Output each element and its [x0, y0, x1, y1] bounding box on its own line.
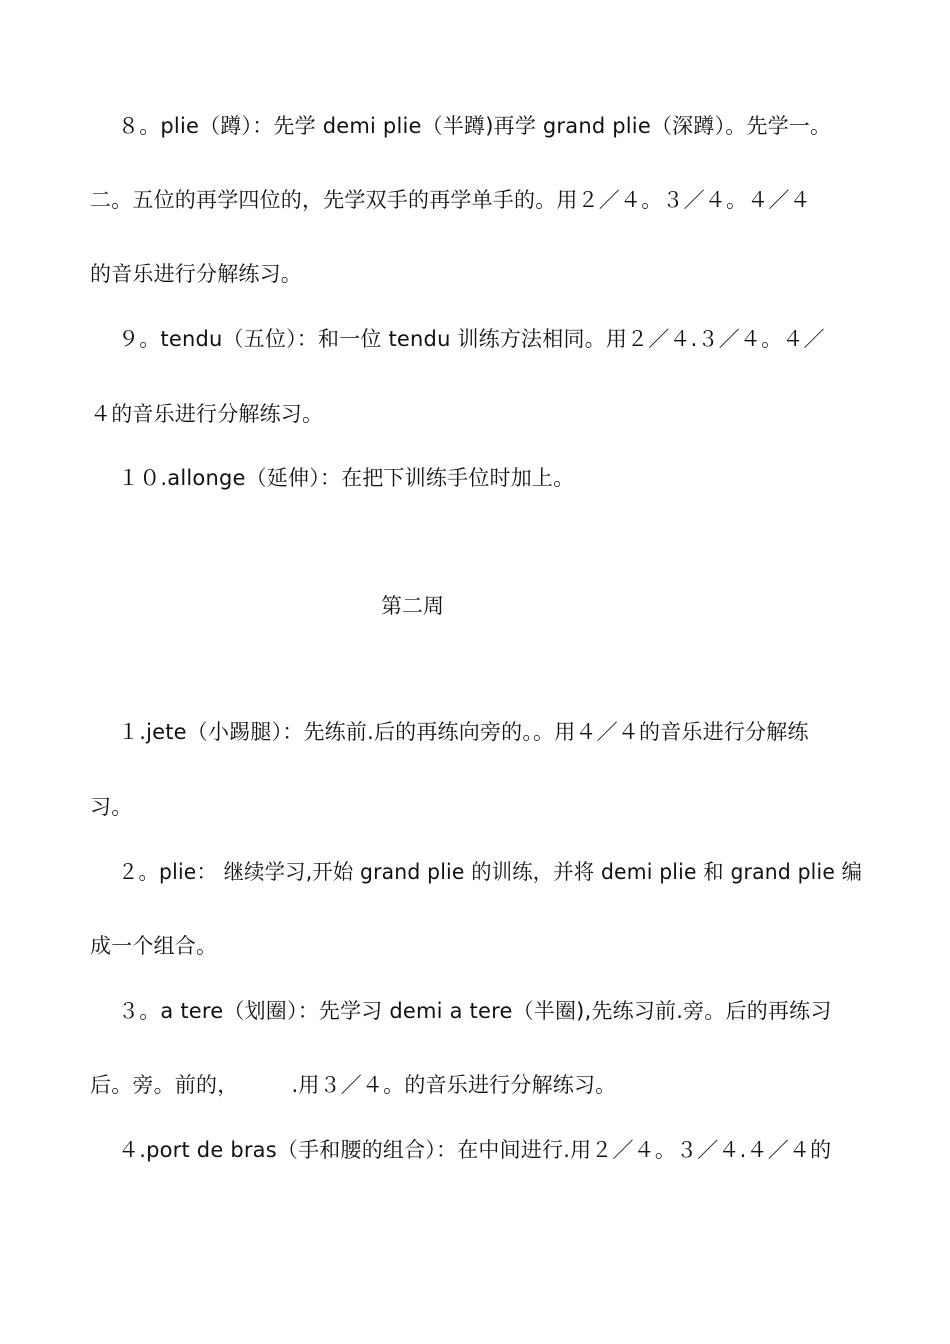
paragraph-line: ３。a tere（划圈）：先学习 demi a tere（半圈),先练习前.旁。后的再练习: [118, 999, 832, 1023]
paragraph-line: ４.port de bras（手和腰的组合）：在中间进行.用２／４。３／４.４／４的: [118, 1138, 832, 1162]
paragraph-line: ２。plie： 继续学习,开始 grand plie 的训练，并将 demi plie 和 grand plie 编: [118, 860, 863, 884]
paragraph-line: 习。: [90, 795, 133, 819]
paragraph-line: １.jete（小踢腿）：先练前.后的再练向旁的。。用４／４的音乐进行分解练: [118, 720, 809, 744]
paragraph-line: ４的音乐进行分解练习。: [90, 402, 324, 426]
paragraph-line: １０.allonge（延伸）：在把下训练手位时加上。: [118, 466, 575, 490]
paragraph-line: 二。五位的再学四位的，先学双手的再学单手的。用２／４。３／４。４／４: [90, 188, 811, 212]
paragraph-line: ８。plie（蹲）：先学 demi plie（半蹲)再学 grand plie（深蹲）。先学一。: [118, 114, 832, 138]
paragraph-line: 成一个组合。: [90, 934, 218, 958]
paragraph-line: 的音乐进行分解练习。: [90, 262, 302, 286]
paragraph-line: 后。旁。前的， .用３／４。的音乐进行分解练习。: [90, 1073, 617, 1097]
paragraph-line: ９。tendu（五位）：和一位 tendu 训练方法相同。用２／４.３／４。４／: [118, 327, 825, 351]
section-heading: 第二周: [381, 594, 444, 618]
